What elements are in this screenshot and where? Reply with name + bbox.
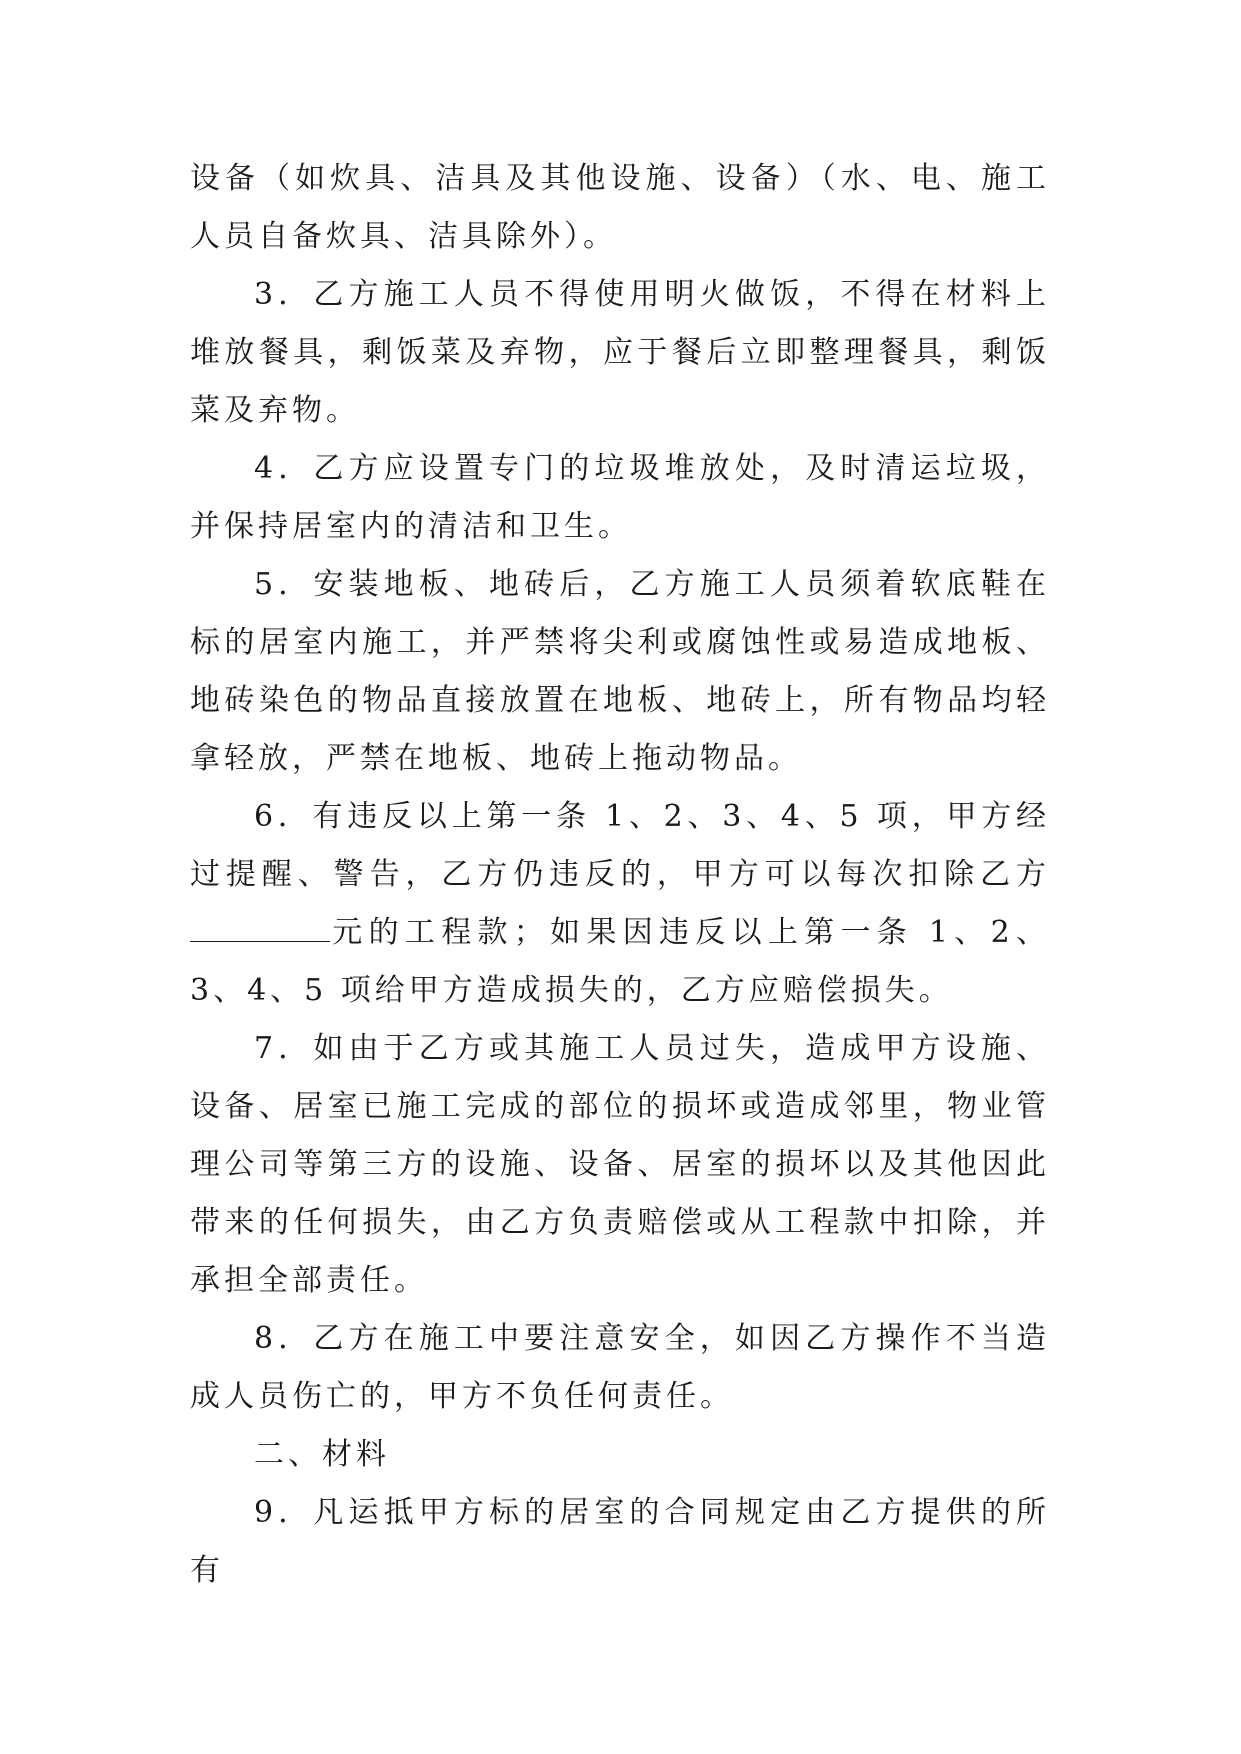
paragraph-item-9: 9．凡运抵甲方标的居室的合同规定由乙方提供的所有 [190, 1495, 1050, 1588]
paragraph-item-6-after-blank: 元的工程款；如果因违反以上第一条 1、2、3、4、5 项给甲方造成损失的，乙方应赔偿损失。 [190, 915, 1050, 1008]
section-heading-materials: 二、材料 [254, 1437, 390, 1472]
paragraph-item-3: 3．乙方施工人员不得使用明火做饭，不得在材料上堆放餐具，剩饭菜及弃物，应于餐后立即整理餐具，剩饭菜及弃物。 [190, 277, 1050, 428]
paragraph-item-8: 8．乙方在施工中要注意安全，如因乙方操作不当造成人员伤亡的，甲方不负任何责任。 [190, 1321, 1050, 1414]
paragraph-item-4: 4．乙方应设置专门的垃圾堆放处，及时清运垃圾，并保持居室内的清洁和卫生。 [190, 451, 1050, 544]
paragraph-item-6 [190, 788, 1050, 1020]
paragraph-item-6-before-blank: 6．有违反以上第一条 1、2、3、4、5 项，甲方经过提醒、警告，乙方仍违反的，甲方可以每次扣除乙方 [190, 799, 1050, 892]
paragraph-continuation: 设备（如炊具、洁具及其他设施、设备）（水、电、施工人员自备炊具、洁具除外）。 [190, 161, 1050, 254]
amount-blank [190, 907, 330, 942]
document-page [190, 150, 1050, 1600]
paragraph-item-7: 7．如由于乙方或其施工人员过失，造成甲方设施、设备、居室已施工完成的部位的损坏或造成邻里，物业管理公司等第三方的设施、设备、居室的损坏以及其他因此带来的任何损失，由乙方负责赔偿或从工程款中扣除，并承担全部责任。 [190, 1031, 1050, 1298]
paragraph-item-5: 5．安装地板、地砖后，乙方施工人员须着软底鞋在标的居室内施工，并严禁将尖利或腐蚀性或易造成地板、地砖染色的物品直接放置在地板、地砖上，所有物品均轻拿轻放，严禁在地板、地砖上拖动物品。 [190, 567, 1050, 776]
